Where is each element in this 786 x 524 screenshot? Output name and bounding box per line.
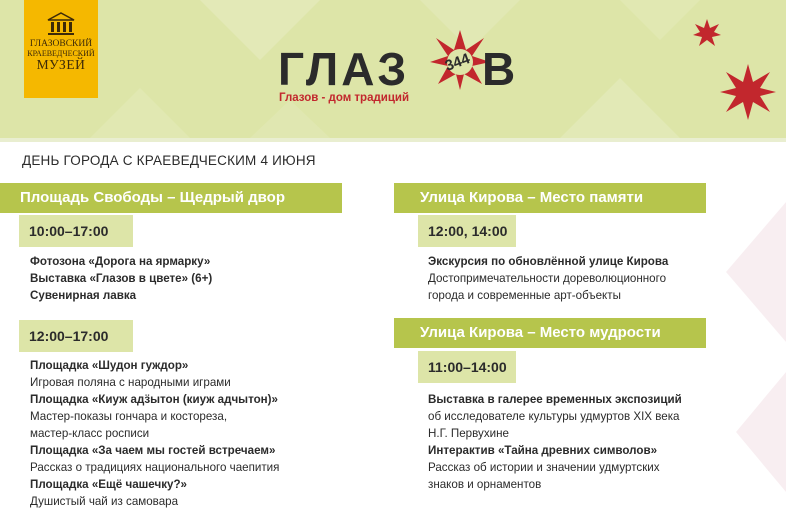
list-item: знаков и орнаментов [428,478,542,491]
right-section1-list [428,253,668,304]
page-title: ДЕНЬ ГОРОДА С КРАЕВЕДЧЕСКИМ 4 ИЮНЯ [22,153,316,168]
city-logo-word-left: ГЛАЗ [278,43,410,95]
museum-building-icon [46,12,76,36]
list-item: Выставка в галерее временных экспозиций [428,393,682,406]
left-section-heading: Площадь Свободы – Щедрый двор [0,183,342,213]
list-item: Сувенирная лавка [30,289,137,302]
city-logo-word-right: В [482,43,519,95]
right-section1-time: 12:00, 14:00 [418,215,516,247]
list-item: Площадка «Шудон гуждор» [30,359,189,372]
list-item: Рассказ об истории и значении удмуртских [428,461,660,474]
list-item: Интерактив «Тайна древних символов» [428,444,658,457]
list-item: Достопримечательности дореволюционного [428,272,667,285]
small-star-icon [692,18,722,48]
museum-logo-line2: КРАЕВЕДЧЕСКИЙ [27,48,95,58]
right-section2-time: 11:00–14:00 [418,351,516,383]
right-section1-heading: Улица Кирова – Место памяти [394,183,706,213]
city-logo-star-number: 344 [442,50,473,75]
city-logo-tagline: Глазов - дом традиций [279,92,410,104]
right-section2-heading: Улица Кирова – Место мудрости [394,318,706,348]
large-star-icon [718,62,778,122]
list-item: Площадка «Ещё чашечку?» [30,478,187,491]
right-section2-list [428,391,682,493]
list-item: Фотозона «Дорога на ярмарку» [30,255,211,268]
left-block2-list [30,357,279,510]
header-banner [0,0,786,138]
museum-logo [24,0,98,98]
museum-logo-line1: ГЛАЗОВСКИЙ [29,39,93,49]
list-item: Выставка «Глазов в цвете» (6+) [30,272,213,285]
list-item: Площадка «Киуж адӟытон (киуж адчытон)» [30,393,278,406]
museum-logo-line3: МУЗЕЙ [36,57,86,73]
left-block1-time: 10:00–17:00 [19,215,133,247]
left-block1-list [30,253,212,304]
list-item: Экскурсия по обновлённой улице Кирова [428,255,669,268]
list-item: города и современные арт-объекты [428,289,621,302]
list-item: Площадка «За чаем мы гостей встречаем» [30,444,276,457]
left-block2-time: 12:00–17:00 [19,320,133,352]
list-item: мастер-класс росписи [30,427,150,440]
city-logo [276,28,519,118]
list-item: Игровая поляна с народными играми [30,376,231,389]
list-item: Мастер-показы гончара и костореза, [30,410,228,423]
list-item: Рассказ о традициях национального чаепития [30,461,280,474]
list-item: Душистый чай из самовара [30,495,179,508]
list-item: Н.Г. Первухине [428,427,509,440]
list-item: об исследователе культуры удмуртов XIX века [428,410,680,423]
